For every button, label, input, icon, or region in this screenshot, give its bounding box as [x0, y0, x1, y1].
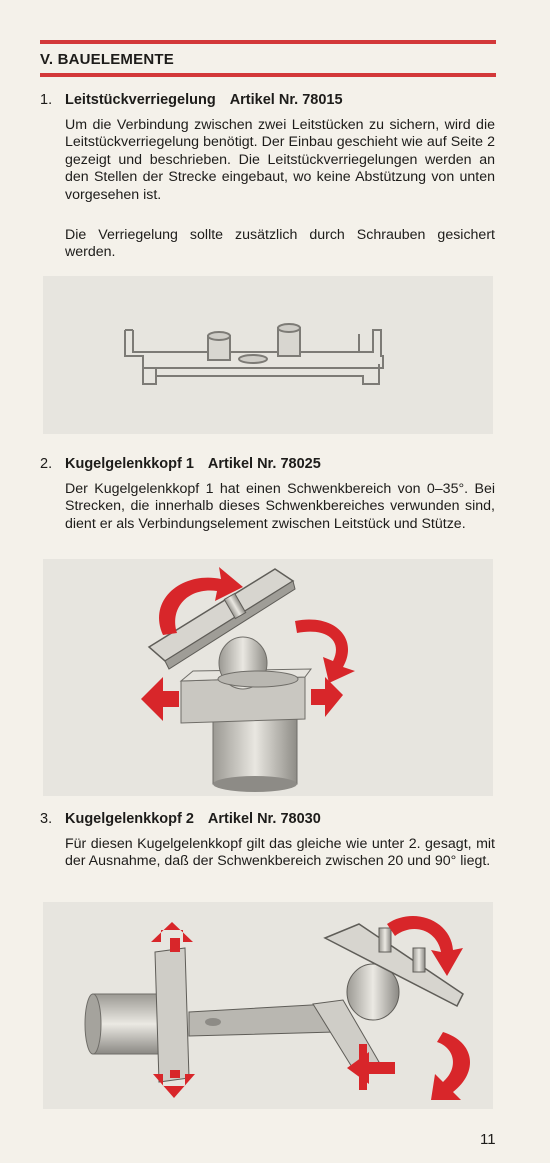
item-article: Artikel Nr. 78015 — [229, 92, 343, 108]
item-3-paragraph-1: Für diesen Kugelgelenkkopf gilt das gleiche wie unter 2. gesagt, mit der Ausnahme, daß der Schwenkbereich zwischen 20 und 90° liegt. — [65, 836, 495, 870]
bottom-rule — [40, 73, 496, 77]
item-name: Leitstückverriegelung — [65, 92, 216, 108]
item-number: 1. — [40, 92, 53, 108]
figure-kugelgelenkkopf-1 — [43, 559, 493, 796]
item-number: 3. — [40, 811, 53, 827]
figure-kugelgelenkkopf-2 — [43, 902, 493, 1109]
item-heading-2 — [40, 456, 321, 472]
section-title: V. BAUELEMENTE — [40, 51, 174, 68]
item-name: Kugelgelenkkopf 1 — [65, 456, 194, 472]
item-2-paragraph-1: Der Kugelgelenkkopf 1 hat einen Schwenkbereich von 0–35°. Bei Strecken, die innerhalb dieses Schwenkbereiches verwunden sind, dient er als Verbindungselement zwischen Leitstück und Stütze. — [65, 481, 495, 532]
item-1-paragraph-1: Um die Verbindung zwischen zwei Leitstücken zu sichern, wird die Leitstückverriegelung benötigt. Der Einbau geschieht wie auf Seite 2 gezeigt und beschrieben. Die Leitstückverriegelungen werden an den Stellen der Strecke eingebaut, wo keine Abstützung von unten vorgesehen ist. — [65, 117, 495, 203]
item-heading-1 — [40, 92, 343, 108]
item-number: 2. — [40, 456, 53, 472]
figure-leitstueckverriegelung — [43, 276, 493, 434]
item-heading-3 — [40, 811, 321, 827]
item-name: Kugelgelenkkopf 2 — [65, 811, 194, 827]
item-1-paragraph-2: Die Verriegelung sollte zusätzlich durch Schrauben gesichert werden. — [65, 227, 495, 261]
page-number: 11 — [480, 1131, 496, 1148]
item-article: Artikel Nr. 78025 — [207, 456, 321, 472]
top-rule — [40, 40, 496, 44]
item-article: Artikel Nr. 78030 — [207, 811, 321, 827]
